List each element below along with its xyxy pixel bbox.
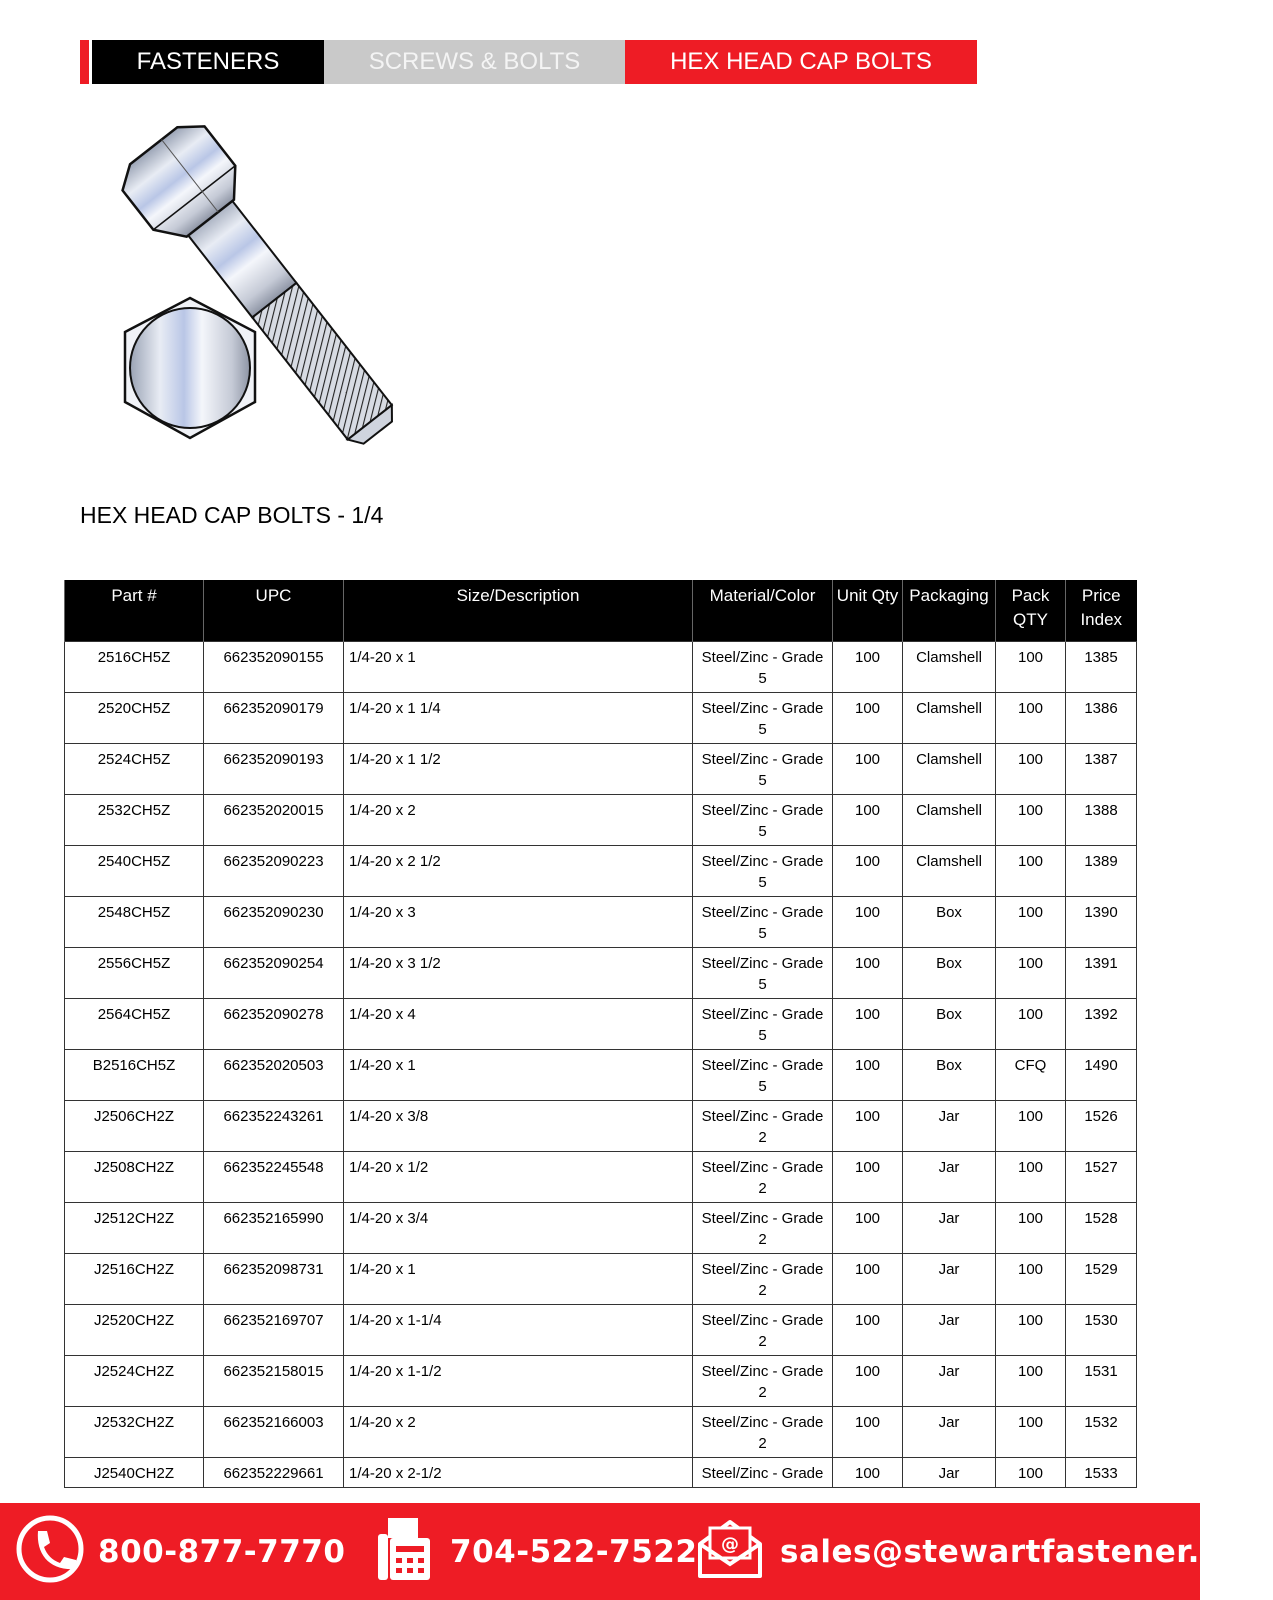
table-row[interactable] <box>65 948 1137 999</box>
table-cell-pack-qty: 100 <box>996 1305 1066 1356</box>
table-cell-material-color: Steel/Zinc - Grade 5 <box>693 948 833 999</box>
table-cell-material-color: Steel/Zinc - Grade 5 <box>693 642 833 693</box>
table-cell-material-color: Steel/Zinc - Grade 5 <box>693 846 833 897</box>
table-cell-pack-qty: 100 <box>996 1254 1066 1305</box>
table-cell-packaging: Clamshell <box>903 693 996 744</box>
table-cell-part-number: J2524CH2Z <box>65 1356 204 1407</box>
table-cell-part-number: 2516CH5Z <box>65 642 204 693</box>
column-header-material-color: Material/Color <box>693 580 833 642</box>
table-cell-price-index: 1386 <box>1066 693 1137 744</box>
table-row[interactable] <box>65 1050 1137 1101</box>
table-row[interactable] <box>65 999 1137 1050</box>
footer-phone[interactable] <box>16 1503 345 1600</box>
table-cell-material-color: Steel/Zinc - Grade 2 <box>693 1254 833 1305</box>
table-cell-packaging: Clamshell <box>903 642 996 693</box>
table-cell-unit-qty: 100 <box>833 795 903 846</box>
table-row[interactable] <box>65 1152 1137 1203</box>
table-cell-size-description: 1/4-20 x 1 1/4 <box>344 693 693 744</box>
table-cell-part-number: J2512CH2Z <box>65 1203 204 1254</box>
table-cell-unit-qty: 100 <box>833 1356 903 1407</box>
table-header <box>65 580 1137 642</box>
table-cell-upc: 662352090254 <box>204 948 344 999</box>
table-row[interactable] <box>65 846 1137 897</box>
table-cell-pack-qty: 100 <box>996 1152 1066 1203</box>
table-cell-material-color: Steel/Zinc - Grade 5 <box>693 744 833 795</box>
table-cell-pack-qty: 100 <box>996 1356 1066 1407</box>
table-cell-upc: 662352090278 <box>204 999 344 1050</box>
table-cell-part-number: J2516CH2Z <box>65 1254 204 1305</box>
parts-table <box>64 580 1137 1488</box>
table-cell-upc: 662352245548 <box>204 1152 344 1203</box>
table-cell-packaging: Jar <box>903 1203 996 1254</box>
hex-bolt-illustration <box>112 112 452 472</box>
table-cell-unit-qty: 100 <box>833 1101 903 1152</box>
table-cell-pack-qty: 100 <box>996 1407 1066 1458</box>
table-cell-unit-qty: 100 <box>833 897 903 948</box>
table-cell-packaging: Jar <box>903 1254 996 1305</box>
table-cell-packaging: Jar <box>903 1407 996 1458</box>
table-cell-pack-qty: 100 <box>996 744 1066 795</box>
table-cell-unit-qty: 100 <box>833 693 903 744</box>
table-cell-packaging: Box <box>903 1050 996 1101</box>
table-cell-size-description: 1/4-20 x 2-1/2 <box>344 1458 693 1488</box>
table-cell-part-number: 2532CH5Z <box>65 795 204 846</box>
table-cell-upc: 662352020503 <box>204 1050 344 1101</box>
table-cell-unit-qty: 100 <box>833 1254 903 1305</box>
table-row[interactable] <box>65 1305 1137 1356</box>
table-cell-upc: 662352166003 <box>204 1407 344 1458</box>
table-cell-upc: 662352169707 <box>204 1305 344 1356</box>
table-cell-price-index: 1390 <box>1066 897 1137 948</box>
table-cell-upc: 662352020015 <box>204 795 344 846</box>
table-cell-packaging: Jar <box>903 1101 996 1152</box>
table-cell-part-number: J2540CH2Z <box>65 1458 204 1488</box>
table-cell-material-color: Steel/Zinc - Grade 5 <box>693 999 833 1050</box>
product-image-hex-bolt <box>112 112 452 472</box>
breadcrumb <box>80 40 977 84</box>
fax-icon <box>376 1516 432 1587</box>
table-cell-packaging: Jar <box>903 1152 996 1203</box>
table-cell-price-index: 1529 <box>1066 1254 1137 1305</box>
table-cell-packaging: Clamshell <box>903 795 996 846</box>
table-cell-material-color: Steel/Zinc - Grade <box>693 1458 833 1488</box>
table-cell-unit-qty: 100 <box>833 744 903 795</box>
table-row[interactable] <box>65 693 1137 744</box>
table-cell-size-description: 1/4-20 x 3 1/2 <box>344 948 693 999</box>
column-header-price-index: Price Index <box>1066 580 1137 642</box>
table-cell-pack-qty: CFQ <box>996 1050 1066 1101</box>
table-cell-packaging: Box <box>903 999 996 1050</box>
table-cell-material-color: Steel/Zinc - Grade 2 <box>693 1356 833 1407</box>
column-header-size-description: Size/Description <box>344 580 693 642</box>
table-cell-unit-qty: 100 <box>833 642 903 693</box>
table-cell-size-description: 1/4-20 x 1 <box>344 1050 693 1101</box>
table-cell-packaging: Jar <box>903 1458 996 1488</box>
table-cell-price-index: 1392 <box>1066 999 1137 1050</box>
table-cell-unit-qty: 100 <box>833 846 903 897</box>
footer-email[interactable] <box>696 1503 1273 1600</box>
table-cell-pack-qty: 100 <box>996 846 1066 897</box>
contact-footer <box>0 1503 1273 1600</box>
table-cell-part-number: 2540CH5Z <box>65 846 204 897</box>
table-cell-price-index: 1391 <box>1066 948 1137 999</box>
table-cell-material-color: Steel/Zinc - Grade 5 <box>693 897 833 948</box>
table-cell-part-number: J2508CH2Z <box>65 1152 204 1203</box>
table-row[interactable] <box>65 1356 1137 1407</box>
phone-icon <box>16 1515 84 1588</box>
table-cell-unit-qty: 100 <box>833 1407 903 1458</box>
table-cell-pack-qty: 100 <box>996 1458 1066 1488</box>
footer-phone-number: 800-877-7770 <box>98 1533 346 1570</box>
table-cell-pack-qty: 100 <box>996 1101 1066 1152</box>
table-cell-material-color: Steel/Zinc - Grade 2 <box>693 1407 833 1458</box>
column-header-upc: UPC <box>204 580 344 642</box>
table-row[interactable] <box>65 897 1137 948</box>
table-cell-part-number: 2548CH5Z <box>65 897 204 948</box>
table-row[interactable] <box>65 1458 1137 1488</box>
table-cell-part-number: 2520CH5Z <box>65 693 204 744</box>
table-cell-part-number: 2556CH5Z <box>65 948 204 999</box>
table-cell-upc: 662352243261 <box>204 1101 344 1152</box>
table-cell-upc: 662352090230 <box>204 897 344 948</box>
footer-fax-number: 704-522-7522 <box>450 1533 698 1570</box>
table-cell-unit-qty: 100 <box>833 999 903 1050</box>
table-cell-pack-qty: 100 <box>996 693 1066 744</box>
table-cell-size-description: 1/4-20 x 1/2 <box>344 1152 693 1203</box>
table-cell-unit-qty: 100 <box>833 1203 903 1254</box>
table-cell-unit-qty: 100 <box>833 948 903 999</box>
table-cell-price-index: 1387 <box>1066 744 1137 795</box>
table-cell-part-number: 2524CH5Z <box>65 744 204 795</box>
table-cell-upc: 662352229661 <box>204 1458 344 1488</box>
column-header-pack-qty: Pack QTY <box>996 580 1066 642</box>
svg-text:@: @ <box>721 1534 739 1555</box>
table-cell-pack-qty: 100 <box>996 642 1066 693</box>
table-cell-size-description: 1/4-20 x 3/8 <box>344 1101 693 1152</box>
table-cell-material-color: Steel/Zinc - Grade 5 <box>693 693 833 744</box>
table-cell-price-index: 1527 <box>1066 1152 1137 1203</box>
table-cell-part-number: 2564CH5Z <box>65 999 204 1050</box>
table-cell-part-number: B2516CH5Z <box>65 1050 204 1101</box>
table-cell-upc: 662352090179 <box>204 693 344 744</box>
table-cell-price-index: 1388 <box>1066 795 1137 846</box>
table-row[interactable] <box>65 642 1137 693</box>
column-header-packaging: Packaging <box>903 580 996 642</box>
table-cell-packaging: Clamshell <box>903 846 996 897</box>
table-cell-packaging: Box <box>903 897 996 948</box>
email-icon <box>696 1518 764 1585</box>
table-cell-size-description: 1/4-20 x 1 1/2 <box>344 744 693 795</box>
table-cell-upc: 662352090223 <box>204 846 344 897</box>
table-cell-packaging: Box <box>903 948 996 999</box>
table-row[interactable] <box>65 1254 1137 1305</box>
table-cell-pack-qty: 100 <box>996 1203 1066 1254</box>
table-cell-size-description: 1/4-20 x 2 <box>344 1407 693 1458</box>
table-cell-packaging: Jar <box>903 1305 996 1356</box>
table-cell-packaging: Clamshell <box>903 744 996 795</box>
table-cell-pack-qty: 100 <box>996 897 1066 948</box>
table-cell-unit-qty: 100 <box>833 1152 903 1203</box>
table-cell-size-description: 1/4-20 x 4 <box>344 999 693 1050</box>
table-cell-price-index: 1532 <box>1066 1407 1137 1458</box>
table-cell-pack-qty: 100 <box>996 795 1066 846</box>
table-row[interactable] <box>65 1101 1137 1152</box>
column-header-part-number: Part # <box>65 580 204 642</box>
table-cell-pack-qty: 100 <box>996 999 1066 1050</box>
breadcrumb-accent-bar <box>80 40 89 84</box>
table-cell-material-color: Steel/Zinc - Grade 5 <box>693 795 833 846</box>
table-cell-price-index: 1528 <box>1066 1203 1137 1254</box>
table-cell-price-index: 1490 <box>1066 1050 1137 1101</box>
table-cell-part-number: J2520CH2Z <box>65 1305 204 1356</box>
table-cell-part-number: J2532CH2Z <box>65 1407 204 1458</box>
table-cell-size-description: 1/4-20 x 1-1/2 <box>344 1356 693 1407</box>
footer-fax[interactable] <box>376 1503 697 1600</box>
table-body <box>65 642 1137 1488</box>
table-row[interactable] <box>65 744 1137 795</box>
table-cell-size-description: 1/4-20 x 2 <box>344 795 693 846</box>
table-cell-size-description: 1/4-20 x 1 <box>344 642 693 693</box>
table-cell-price-index: 1530 <box>1066 1305 1137 1356</box>
table-cell-price-index: 1531 <box>1066 1356 1137 1407</box>
table-cell-price-index: 1526 <box>1066 1101 1137 1152</box>
breadcrumb-item-fasteners[interactable]: FASTENERS <box>92 40 324 84</box>
table-row[interactable] <box>65 1407 1137 1458</box>
table-cell-material-color: Steel/Zinc - Grade 2 <box>693 1101 833 1152</box>
table-cell-pack-qty: 100 <box>996 948 1066 999</box>
table-cell-unit-qty: 100 <box>833 1050 903 1101</box>
table-cell-material-color: Steel/Zinc - Grade 2 <box>693 1305 833 1356</box>
table-row[interactable] <box>65 1203 1137 1254</box>
table-cell-material-color: Steel/Zinc - Grade 2 <box>693 1152 833 1203</box>
table-cell-price-index: 1385 <box>1066 642 1137 693</box>
table-cell-upc: 662352090193 <box>204 744 344 795</box>
column-header-unit-qty: Unit Qty <box>833 580 903 642</box>
table-cell-size-description: 1/4-20 x 1-1/4 <box>344 1305 693 1356</box>
table-cell-unit-qty: 100 <box>833 1458 903 1488</box>
page-title: HEX HEAD CAP BOLTS - 1/4 <box>80 502 384 528</box>
table-cell-material-color: Steel/Zinc - Grade 2 <box>693 1203 833 1254</box>
table-cell-upc: 662352158015 <box>204 1356 344 1407</box>
table-cell-size-description: 1/4-20 x 2 1/2 <box>344 846 693 897</box>
table-row[interactable] <box>65 795 1137 846</box>
table-cell-size-description: 1/4-20 x 1 <box>344 1254 693 1305</box>
table-cell-packaging: Jar <box>903 1356 996 1407</box>
table-cell-upc: 662352090155 <box>204 642 344 693</box>
breadcrumb-item-screws-bolts[interactable]: SCREWS & BOLTS <box>324 40 625 84</box>
breadcrumb-item-hex-head-cap-bolts[interactable]: HEX HEAD CAP BOLTS <box>625 40 977 84</box>
table-cell-size-description: 1/4-20 x 3/4 <box>344 1203 693 1254</box>
table-cell-unit-qty: 100 <box>833 1305 903 1356</box>
footer-email-address: sales@stewartfastener.com <box>780 1533 1273 1570</box>
table-cell-size-description: 1/4-20 x 3 <box>344 897 693 948</box>
table-cell-price-index: 1389 <box>1066 846 1137 897</box>
table-cell-part-number: J2506CH2Z <box>65 1101 204 1152</box>
table-cell-upc: 662352098731 <box>204 1254 344 1305</box>
table-cell-material-color: Steel/Zinc - Grade 5 <box>693 1050 833 1101</box>
table-cell-upc: 662352165990 <box>204 1203 344 1254</box>
table-cell-price-index: 1533 <box>1066 1458 1137 1488</box>
